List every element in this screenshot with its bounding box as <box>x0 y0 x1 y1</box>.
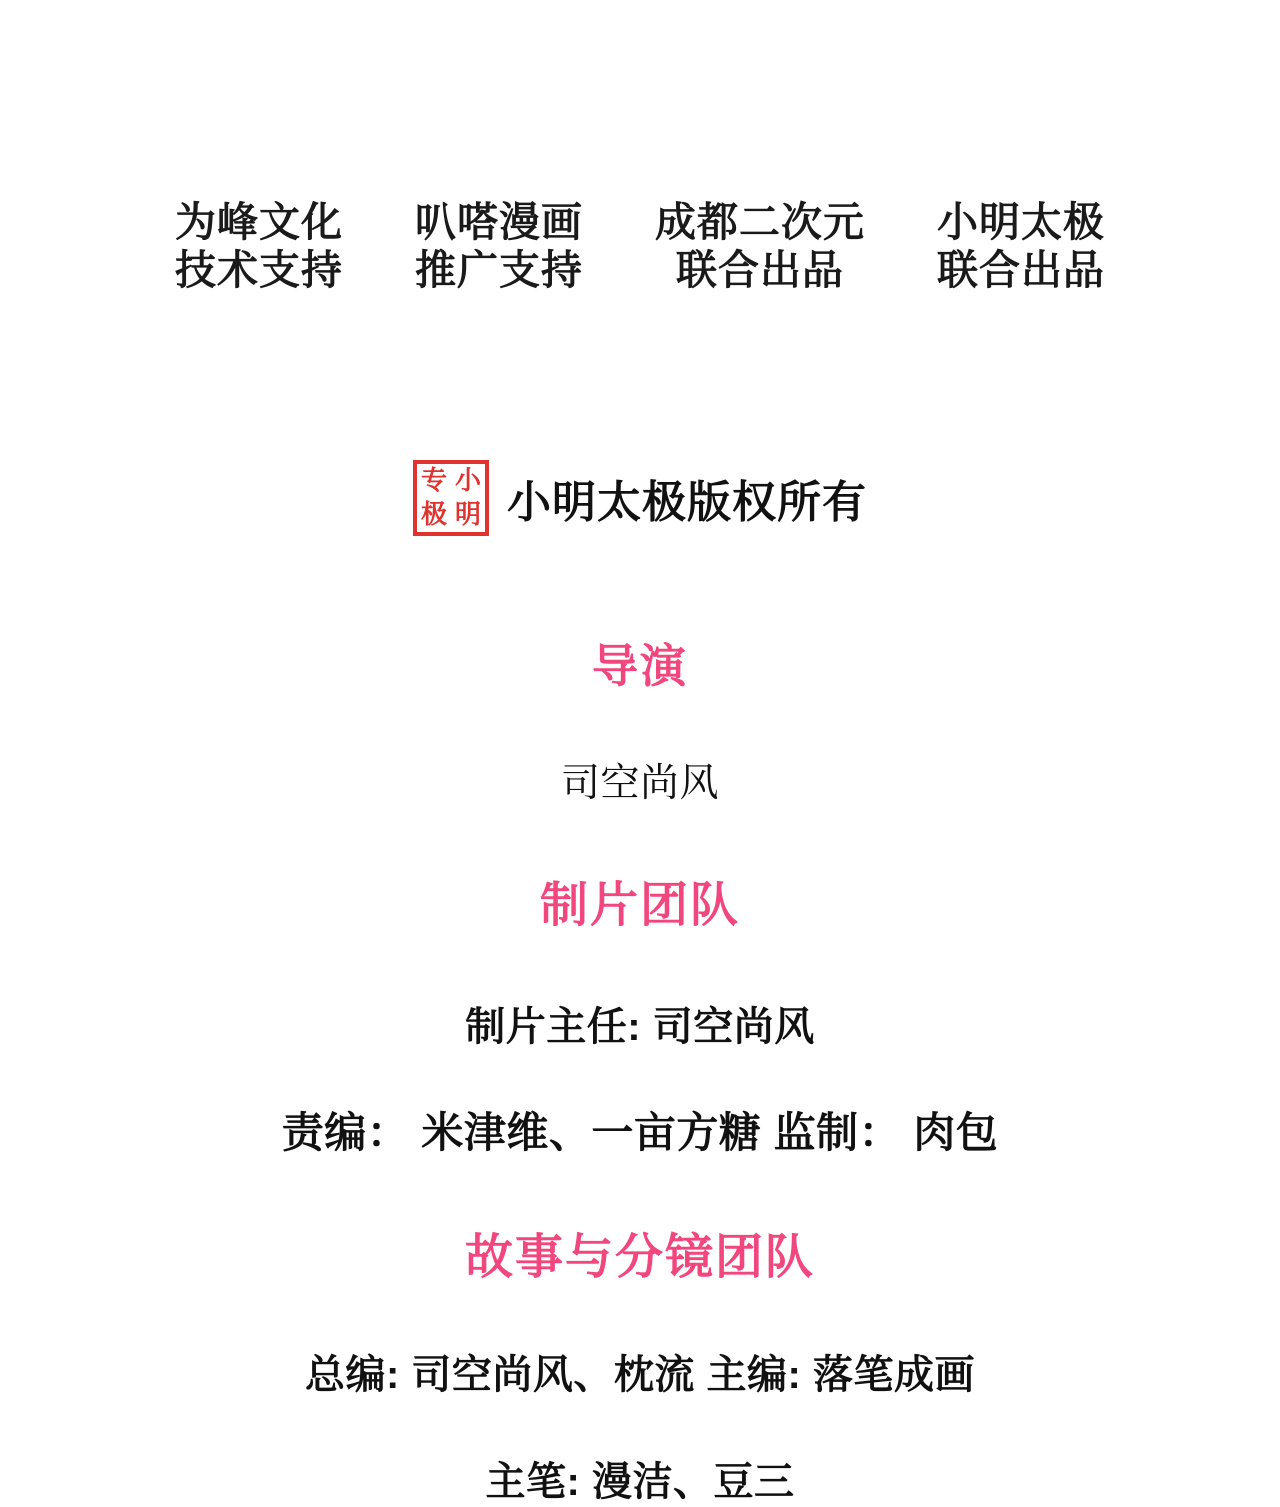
partner-name: 为峰文化 <box>175 199 343 245</box>
partner-item <box>415 198 583 295</box>
seal-char: 专 <box>420 466 447 496</box>
partner-name: 叭嗒漫画 <box>415 199 583 245</box>
partner-item <box>937 198 1105 295</box>
credit-line: 司空尚风 <box>560 762 719 805</box>
partner-role: 推广支持 <box>415 247 583 294</box>
seal-stamp-icon <box>413 460 489 536</box>
credit-section-director <box>0 630 1280 808</box>
section-title: 导演 <box>592 640 688 692</box>
copyright-text: 小明太极版权所有 <box>507 478 867 527</box>
credit-section-story <box>0 1218 1280 1507</box>
section-title: 制片团队 <box>539 879 740 932</box>
partner-role: 技术支持 <box>175 247 343 294</box>
credit-line: 总编: 司空尚风、枕流 主编: 落笔成画 <box>305 1353 975 1397</box>
credit-line: 制片主任: 司空尚风 <box>465 1005 815 1049</box>
seal-char: 极 <box>420 500 447 530</box>
partner-item <box>175 198 343 295</box>
copyright-row <box>0 460 1280 536</box>
partner-role: 联合出品 <box>937 247 1105 294</box>
credit-line: 主笔: 漫洁、豆三 <box>485 1460 795 1504</box>
credits-list <box>0 610 1280 1507</box>
partner-role: 联合出品 <box>676 247 844 294</box>
seal-char: 小 <box>454 466 481 496</box>
partner-name: 小明太极 <box>937 199 1105 245</box>
credit-line: 责编： 米津维、一亩方糖 监制： 肉包 <box>281 1109 999 1156</box>
section-title: 故事与分镜团队 <box>464 1231 815 1284</box>
partner-credits <box>0 198 1280 295</box>
partner-item <box>655 198 865 295</box>
seal-char: 明 <box>454 500 481 530</box>
credit-section-production <box>0 866 1280 1160</box>
partner-name: 成都二次元 <box>655 199 865 245</box>
